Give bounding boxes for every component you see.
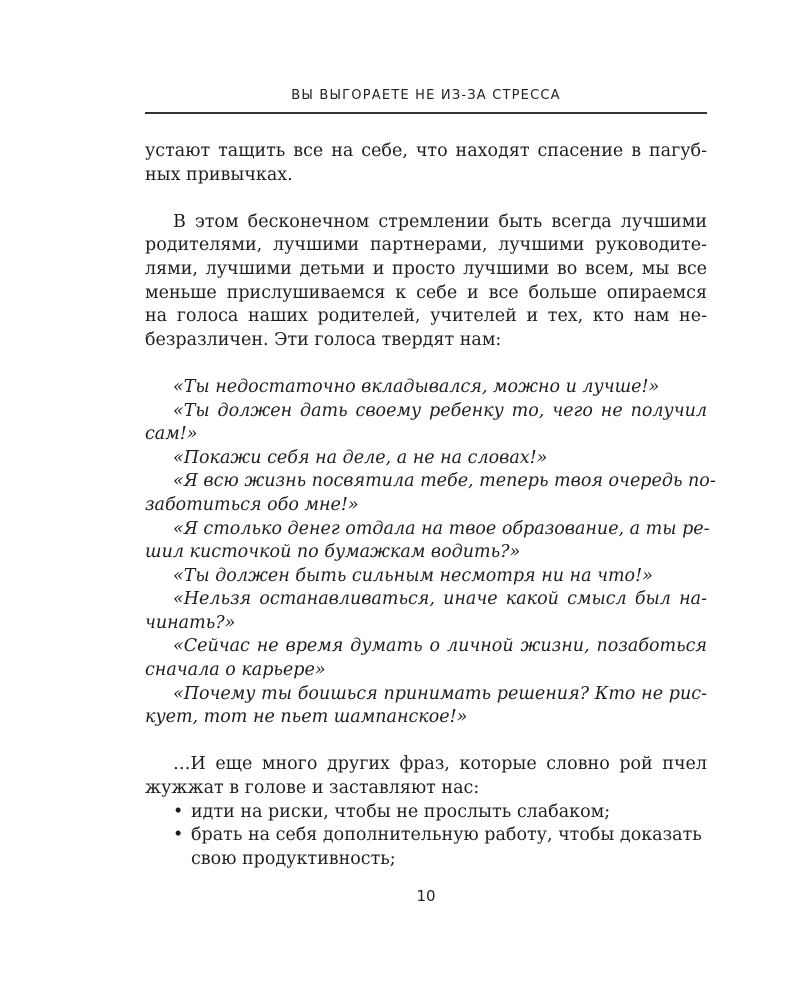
paragraph-line: …И еще много других фраз, которые словно рой пчел (173, 754, 707, 775)
list-item-continuation: свою продуктивность; (191, 848, 396, 869)
header-rule (145, 112, 707, 114)
paragraph-line: безразличен. Эти голоса твердят нам: (145, 329, 502, 350)
quote-line: заботиться обо мне!» (145, 494, 359, 515)
quote-line: «Нельзя останавливаться, иначе какой смысл был на- (173, 589, 707, 610)
list-item (145, 824, 707, 848)
quote-line: «Ты недостаточно вкладывался, можно и лучше!» (173, 376, 660, 397)
list-item-text: брать на себя дополнительную работу, чтобы доказать (191, 825, 702, 846)
paragraph-line: на голоса наших родителей, учителей и тех, кто нам не- (145, 306, 707, 327)
quote-line: «Почему ты боишься принимать решения? Кто не рис- (173, 683, 707, 704)
quote-line: «Я столько денег отдала на твое образование, а ты ре- (173, 518, 710, 539)
list-item (145, 801, 707, 825)
quote-line: «Покажи себя на деле, а не на словах!» (173, 447, 548, 468)
quote-line: чинать?» (145, 612, 236, 633)
paragraph-line: жужжат в голове и заставляют нас: (145, 778, 480, 799)
paragraph-line: меньше прислушиваемся к себе и все больше опираемся (145, 282, 707, 303)
quote-line: кует, тот не пьет шампанское!» (145, 707, 468, 728)
quote-line: «Ты должен быть сильным несмотря ни на что!» (173, 565, 653, 586)
paragraph-gap (145, 352, 707, 376)
page-number: 10 (416, 887, 436, 905)
paragraph-line: родителями, лучшими партнерами, лучшими руководите- (145, 235, 707, 256)
quote-line: «Ты должен дать своему ребенку то, чего не получил (173, 400, 707, 421)
paragraph-line: лями, лучшими детьми и просто лучшими во всем, мы все (145, 258, 707, 279)
bullet-icon: • (173, 801, 184, 822)
paragraph-line: В этом бесконечном стремлении быть всегда лучшими (173, 211, 707, 232)
paragraph-line: ных привычках. (145, 164, 293, 185)
paragraph-gap (145, 187, 707, 211)
paragraph-line: устают тащить все на себе, что находят спасение в пагуб- (145, 141, 707, 161)
quote-line: шил кисточкой по бумажкам водить?» (145, 542, 521, 563)
quote-line: «Я всю жизнь посвятила тебе, теперь твоя очередь по- (173, 471, 716, 492)
body-text (145, 140, 716, 871)
running-head: ВЫ ВЫГОРАЕТЕ НЕ ИЗ-ЗА СТРЕССА (291, 88, 561, 103)
quote-line: сам!» (145, 424, 198, 445)
bullet-icon: • (173, 825, 184, 846)
quote-line: «Сейчас не время думать о личной жизни, позаботься (173, 636, 707, 657)
list-item-text: идти на риски, чтобы не прослыть слабаком; (191, 801, 611, 822)
paragraph-gap (145, 730, 707, 754)
quote-line: сначала о карьере» (145, 660, 326, 681)
